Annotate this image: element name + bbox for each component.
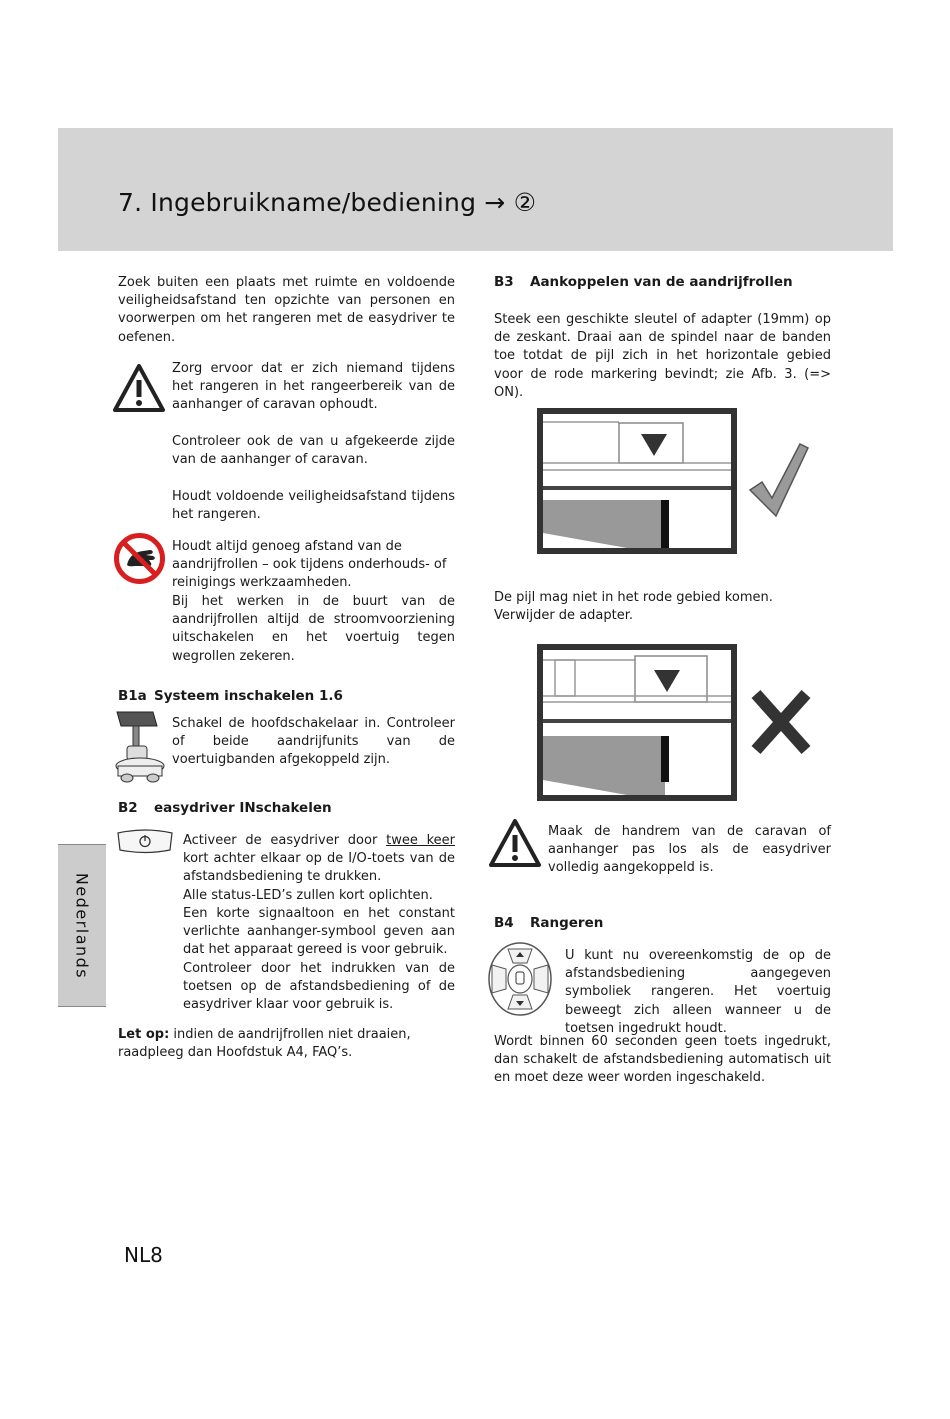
section-b2-leds: Alle status-LED’s zullen kort oplichten. bbox=[183, 888, 433, 903]
page-number: NL8 bbox=[124, 1243, 163, 1267]
section-b2-title: easydriver INschakelen bbox=[154, 800, 332, 816]
hands-text-1: Houdt altijd genoeg afstand van de aandrijfrollen – ook tijdens onderhouds- of reinigings werkzaamheden. bbox=[172, 539, 447, 591]
main-switch-icon bbox=[113, 708, 168, 784]
page-title: 7. Ingebruikname/bediening → ② bbox=[118, 188, 537, 217]
handbrake-text: Maak de handrem van de caravan of aanhanger pas los als de easydriver volledig aangekoppeld is. bbox=[548, 824, 831, 876]
note-text: indien de aandrijfrollen niet draaien, raadpleeg dan Hoofdstuk A4, FAQ’s. bbox=[118, 1027, 411, 1061]
section-b1a-text: Schakel de hoofdschakelaar in. Controleer of beide aandrijfunits van de voertuigbanden afgekoppeld zijn. bbox=[172, 716, 455, 768]
hands-text-2: Bij het werken in de buurt van de aandrijfrollen altijd de stroomvoorziening uitschakelen en het voertuig tegen wegrollen zekeren. bbox=[172, 594, 455, 664]
section-b3-text: Steek een geschikte sleutel of adapter (19mm) op de zeskant. Draai aan de spindel naar de banden toe totdat de pijl zich in het horizontale gebied voor de rode markering bevindt; zie Afb. 3. (=> ON). bbox=[494, 312, 831, 400]
remote-control-icon bbox=[487, 941, 553, 1017]
power-button-icon bbox=[114, 828, 176, 855]
b2-text-pre: Activeer de easydriver door bbox=[183, 833, 387, 848]
warning-icon-handbrake bbox=[488, 818, 542, 868]
section-b2-text bbox=[183, 832, 455, 887]
intro-paragraph: Zoek buiten een plaats met ruimte en voldoende veiligheidsafstand ten opzichte van personen en voorwerpen om het rangeren met de easydriver te oefenen. bbox=[118, 275, 455, 345]
checkmark-icon bbox=[748, 440, 810, 520]
arrow-note-text: De pijl mag niet in het rode gebied komen. Verwijder de adapter. bbox=[494, 590, 773, 624]
section-b4-heading bbox=[494, 915, 603, 931]
timeout-text: Wordt binnen 60 seconden geen toets ingedrukt, dan schakelt de afstandsbediening automatisch uit en moet deze weer worden ingeschakeld. bbox=[494, 1034, 831, 1086]
section-b2-check: Controleer door het indrukken van de toetsen op de afstandsbediening of de easydriver klaar voor gebruik is. bbox=[183, 961, 455, 1013]
section-b4-text: U kunt nu overeenkomstig de op de afstandsbediening aangegeven symboliek rangeren. Het voertuig beweegt zich alleen wanneer u de toetsen ingedrukt houdt. bbox=[565, 948, 831, 1036]
note-paragraph bbox=[118, 1026, 455, 1062]
language-side-tab bbox=[58, 844, 106, 1007]
section-b1a-number: B1a bbox=[118, 688, 147, 704]
section-b4-title: Rangeren bbox=[530, 915, 604, 931]
figure-arrow-correct bbox=[537, 408, 737, 554]
warning-icon bbox=[112, 363, 166, 413]
cross-icon bbox=[750, 688, 812, 756]
section-b1a-heading bbox=[118, 688, 343, 704]
warning-text-1: Zorg ervoor dat er zich niemand tijdens het rangeren in het rangeerbereik van de aanhanger of caravan ophoudt. bbox=[172, 361, 455, 413]
section-b3-number: B3 bbox=[494, 274, 514, 290]
section-b2-heading bbox=[118, 800, 332, 816]
section-b1a-title: Systeem inschakelen 1.6 bbox=[154, 688, 343, 704]
section-b2-number: B2 bbox=[118, 800, 138, 816]
b2-text-post: kort achter elkaar op de I/O-toets van de afstandsbediening te drukken. bbox=[183, 851, 455, 885]
figure-arrow-wrong bbox=[537, 644, 737, 801]
section-b2-signal: Een korte signaaltoon en het constant verlichte aanhanger-symbool geven aan dat het apparaat gereed is voor gebruik. bbox=[183, 906, 455, 958]
warning-text-3: Houdt voldoende veiligheidsafstand tijdens het rangeren. bbox=[172, 489, 455, 523]
language-side-tab-label: Nederlands bbox=[72, 872, 92, 979]
no-hands-icon bbox=[113, 532, 166, 585]
section-b4-number: B4 bbox=[494, 915, 514, 931]
section-b3-heading bbox=[494, 274, 793, 290]
warning-text-2: Controleer ook de van u afgekeerde zijde van de aanhanger of caravan. bbox=[172, 434, 455, 468]
section-b3-title: Aankoppelen van de aandrijfrollen bbox=[530, 274, 793, 290]
b2-text-emphasis: twee keer bbox=[386, 833, 456, 848]
note-label: Let op: bbox=[118, 1027, 170, 1042]
